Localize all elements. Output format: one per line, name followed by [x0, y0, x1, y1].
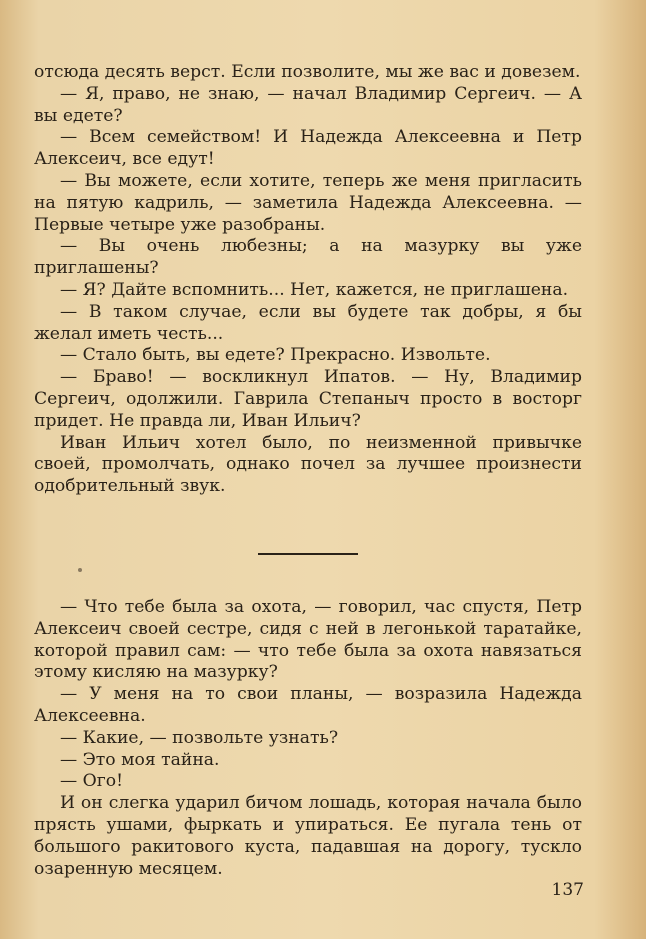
paragraph: — В таком случае, если вы будете так добры, я бы желал иметь честь... [34, 301, 582, 344]
paragraph: — Стало быть, вы едете? Прекрасно. Извольте. [60, 345, 491, 366]
paragraph: — Браво! — воскликнул Ипатов. — Ну, Владимир Сергеич, одолжили. Гаврила Степаныч просто в восторг придет. Не правда ли, Иван Ильич? [34, 367, 582, 431]
paragraph: — У меня на то свои планы, — возразила Надежда Алексеевна. [34, 684, 582, 726]
paragraph: — Я, право, не знаю, — начал Владимир Сергеич. — А вы едете? [34, 83, 582, 126]
paragraph: — Вы очень любезны; а на мазурку вы уже приглашены? [34, 236, 582, 279]
paragraph: — Всем семейством! И Надежда Алексеевна и Петр Алексеич, все едут! [34, 127, 582, 170]
text-block-top [34, 62, 582, 498]
paragraph: И он слегка ударил бичом лошадь, которая начала было прясть ушами, фыркать и упираться. Ее пугала тень от большого ракитового куста, падавшая на дорогу, тускло озаренную месяцем. [34, 793, 582, 879]
paragraph: — Что тебе была за охота, — говорил, час спустя, Петр Алексеич своей сестре, сидя с ней в легонькой таратайке, которой правил сам: — что тебе была за охота навязаться этому кисляю на мазурку? [34, 597, 582, 683]
print-speck [78, 568, 82, 572]
paragraph: отсюда десять верст. Если позволите, мы же вас и довезем. [34, 62, 581, 82]
paragraph: — Я? Дайте вспомнить... Нет, кажется, не приглашена. [60, 279, 569, 300]
paragraph: — Вы можете, если хотите, теперь же меня пригласить на пятую кадриль, — заметила Надежда Алексеевна. — Первые четыре уже разобраны. [34, 170, 582, 235]
text-block-bottom [34, 597, 582, 880]
section-separator-line [258, 553, 358, 555]
paragraph: — Какие, — позвольте узнать? [60, 727, 339, 748]
paragraph: — Это моя тайна. [60, 749, 220, 770]
paragraph: — Ого! [60, 771, 124, 792]
page-number: 137 [551, 880, 584, 900]
paragraph: Иван Ильич хотел было, по неизменной привычке своей, промолчать, однако почел за лучшее произнести одобрительный звук. [34, 432, 582, 497]
